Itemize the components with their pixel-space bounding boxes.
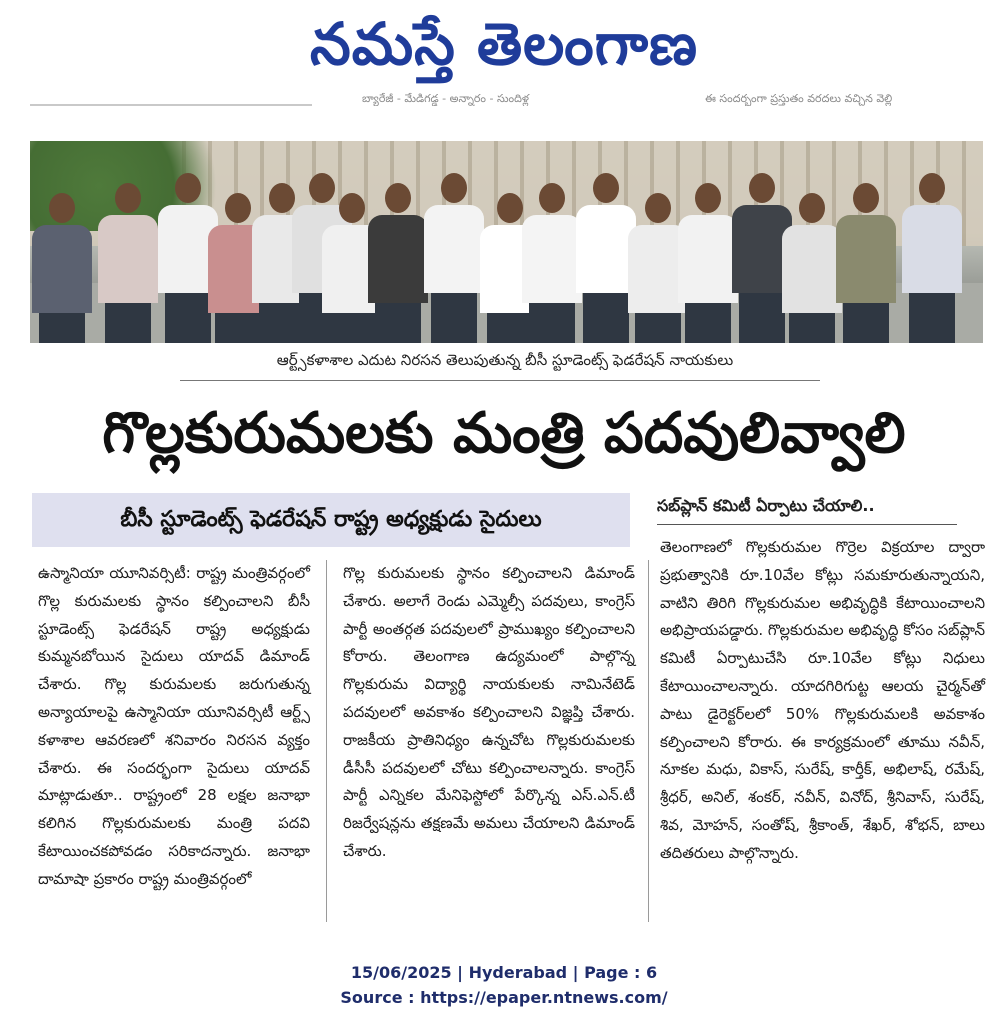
news-photo [30,141,983,343]
person-figure [678,183,738,343]
article-column-1 [38,560,310,894]
cutline-left: బ్యారేజీ - మేడిగడ్డ - అన్నారం - సుందిళ్ల [362,92,529,105]
photo-group-of-people [30,149,983,343]
column-1-text: ఉస్మానియా యూనివర్సిటీ: రాష్ట్ర మంత్రివర్గంలో గొల్ల కురుమలకు స్థానం కల్పించాలని బీసీ స్టూడెంట్స్ ఫెడరేషన్ రాష్ట్ర అధ్యక్షుడు కుమ్మనబోయిన సైదులు యాదవ్ డిమాండ్ చేశారు. గొల్ల కురుమలకు జరుగుతున్న అన్యాయాలపై ఉస్మానియా యూనివర్సిటీ ఆర్ట్స్ కళాశాల ఆవరణలో శనివారం నిరసన వ్యక్తం చేశారు. ఈ సందర్భంగా సైదులు యాదవ్ మాట్లాడుతూ.. రాష్ట్రంలో 28 లక్షల జనాభా కలిగిన గొల్లకురుమలకు మంత్రి పదవి కేటాయించకపోవడం సరికాదన్నారు. జనాభా దామాషా ప్రకారం రాష్ట్ర మంత్రివర్గంలో [38,564,310,888]
person-figure [576,173,636,343]
column-3-text: తెలంగాణలో గొల్లకురుమల గొర్రెల విక్రయాల ద్వారా ప్రభుత్వానికి రూ.10వేల కోట్లు సమకూరుతున్నాయని, వాటిని తిరిగి గొల్లకురుమల అభివృద్ధికి కేటాయించాలని అభిప్రాయపడ్డారు. గొల్లకురుమల అభివృద్ధి కోసం సబ్‌ప్లాన్ కమిటీ ఏర్పాటుచేసి రూ.10వేల కోట్లు నిధులు కేటాయించాలన్నారు. యాదగిరిగుట్ట ఆలయ చైర్మన్‌తో పాటు డైరెక్టర్‌లలో 50% గొల్లకురుమలకి అవకాశం కల్పించాలని కోరారు. ఈ కార్యక్రమంలో తూము నవీన్, నూకల మధు, వికాస్, సురేష్, కార్తీక్, అభిలాష్, రమేష్, శ్రీధర్, అనిల్, శంకర్, నవీన్, వినోద్, శ్రీనివాస్, సురేష్, శివ, మోహన్, సంతోష్, శ్రీకాంత్, శేఖర్, శోభన్, బాలు తదితరులు పాల్గొన్నారు. [660,538,985,862]
article-column-3 [660,534,985,868]
person-figure [522,183,582,343]
top-divider [30,104,312,106]
person-figure [782,193,842,343]
headline: గొల్లకురుమలకు మంత్రి పదవులివ్వాలి [102,401,906,466]
caption-divider [180,380,820,381]
photo-caption: ఆర్ట్స్‌కళాశాల ఎదుట నిరసన తెలుపుతున్న బీసీ స్టూడెంట్స్ ఫెడరేషన్ నాయకులు [276,351,734,369]
footer [0,962,1008,1009]
article-column-2 [343,560,635,866]
column-2-text: గొల్ల కురుమలకు స్థానం కల్పించాలని డిమాండ్ చేశారు. అలాగే రెండు ఎమ్మెల్సీ పదవులు, కాంగ్రెస్ పార్టీ అంతర్గత పదవులలో ప్రాముఖ్యం కల్పించాలని కోరారు. తెలంగాణ ఉద్యమంలో పాల్గొన్న గొల్లకురుమ విద్యార్థి నాయకులకు నామినేటెడ్ పదవులలో అవకాశం కల్పించాలని విజ్ఞప్తి చేశారు. రాజకీయ ప్రాతినిధ్యం ఉన్నచోట గొల్లకురుమలకు డీసీసీ పదవులలో చోటు కల్పించాలన్నారు. కాంగ్రెస్ పార్టీ ఎన్నికల మేనిఫెస్టోలో పేర్కొన్న ఎస్.ఎన్.టీ రిజర్వేషన్లను తక్షణమే అమలు చేయాలని డిమాండ్ చేశారు. [343,564,635,860]
person-figure [368,183,428,343]
column-divider [326,560,327,922]
column-divider [648,560,649,922]
subheadline: బీసీ స్టూడెంట్స్ ఫెడరేషన్ రాష్ట్ర అధ్యక్షుడు సైదులు [32,493,630,547]
person-figure [98,183,158,343]
side-kicker-divider [657,524,957,525]
person-figure [902,173,962,343]
side-kicker: సబ్‌ప్లాన్ కమిటీ ఏర్పాటు చేయాలి.. [657,496,875,515]
person-figure [836,183,896,343]
cutline-right: ఈ సందర్భంగా ప్రస్తుతం వరదలు వచ్చిన వెల్లి [705,92,893,105]
person-figure [32,193,92,343]
person-figure [424,173,484,343]
footer-date-edition: 15/06/2025 | Hyderabad | Page : 6 [350,963,658,982]
masthead-logo: నమస్తే తెలంగాణ [310,10,698,78]
footer-source: Source : https://epaper.ntnews.com/ [340,988,668,1007]
